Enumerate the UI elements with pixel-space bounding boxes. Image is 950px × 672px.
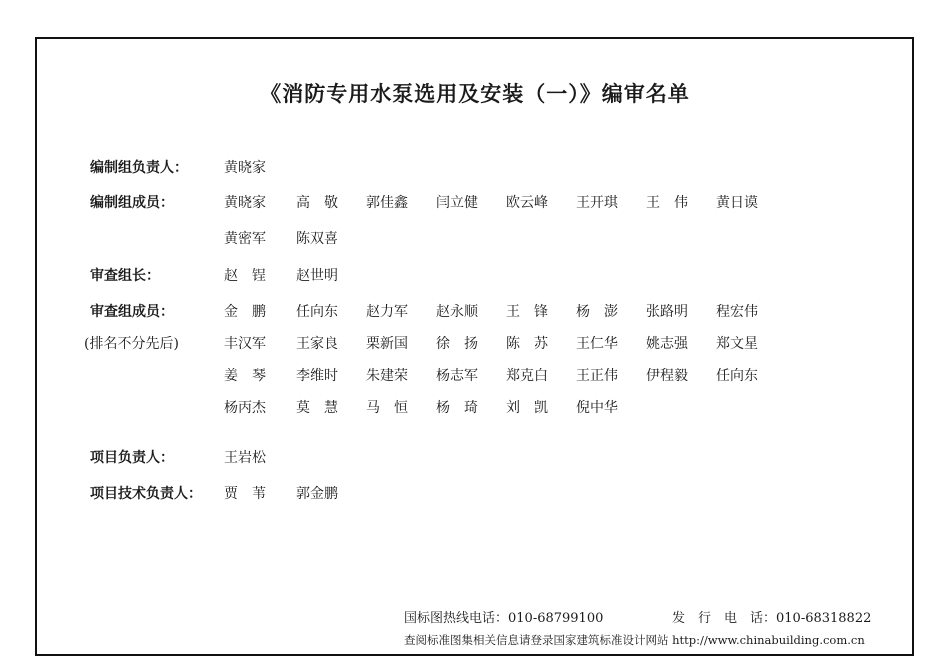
person-name: 黄密军 [224, 231, 266, 247]
project-lead-label: 项目负责人： [90, 450, 174, 466]
person-name: 陈 苏 [506, 336, 548, 352]
person-name: 郑克白 [506, 368, 548, 384]
person-name: 郑文星 [716, 336, 758, 352]
person-name: 金 鹏 [224, 304, 266, 320]
person-name: 姜 琴 [224, 368, 266, 384]
person-name: 赵力军 [366, 304, 408, 320]
review-members-note: (排名不分先后) [84, 336, 179, 352]
person-name: 杨志军 [436, 368, 478, 384]
person-name: 李维时 [296, 368, 338, 384]
person-name: 王 锋 [506, 304, 548, 320]
person-name: 杨 澎 [576, 304, 618, 320]
person-name: 欧云峰 [506, 195, 548, 211]
person-name: 杨 琦 [436, 400, 478, 416]
person-name: 杨丙杰 [224, 400, 266, 416]
person-name: 高 敬 [296, 195, 338, 211]
person-name: 黄日谟 [716, 195, 758, 211]
person-name: 王 伟 [646, 195, 688, 211]
person-name: 赵永顺 [436, 304, 478, 320]
person-name: 任向东 [716, 368, 758, 384]
person-name: 伊程毅 [646, 368, 688, 384]
person-name: 姚志强 [646, 336, 688, 352]
compile-lead-name: 黄晓家 [224, 160, 266, 176]
person-name: 倪中华 [576, 400, 618, 416]
person-name: 黄晓家 [224, 195, 266, 211]
person-name: 郭佳鑫 [366, 195, 408, 211]
person-name: 王家良 [296, 336, 338, 352]
website-note: 查阅标准图集相关信息请登录国家建筑标准设计网站 http://www.chinabuilding.com.cn [404, 633, 865, 647]
person-name: 程宏伟 [716, 304, 758, 320]
compile-members-label: 编制组成员： [90, 195, 174, 211]
review-lead-label: 审查组长： [90, 268, 160, 284]
person-name: 朱建荣 [366, 368, 408, 384]
project-lead-name: 王岩松 [224, 450, 266, 466]
person-name: 张路明 [646, 304, 688, 320]
person-name: 王开琪 [576, 195, 618, 211]
person-name: 徐 扬 [436, 336, 478, 352]
person-name: 栗新国 [366, 336, 408, 352]
person-name: 丰汉军 [224, 336, 266, 352]
person-name: 赵世明 [296, 268, 338, 284]
review-members-label: 审查组成员： [90, 304, 174, 320]
person-name: 赵 锃 [224, 268, 266, 284]
person-name: 任向东 [296, 304, 338, 320]
tech-lead-label: 项目技术负责人： [90, 486, 202, 502]
person-name: 莫 慧 [296, 400, 338, 416]
person-name: 陈双喜 [296, 231, 338, 247]
person-name: 闫立健 [436, 195, 478, 211]
person-name: 郭金鹏 [296, 486, 338, 502]
compile-lead-label: 编制组负责人： [90, 160, 188, 176]
person-name: 王正伟 [576, 368, 618, 384]
person-name: 贾 苇 [224, 486, 266, 502]
person-name: 马 恒 [366, 400, 408, 416]
person-name: 王仁华 [576, 336, 618, 352]
person-name: 刘 凯 [506, 400, 548, 416]
issue-phone-text: 发 行 电 话：010-68318822 [672, 611, 872, 626]
page-title: 《消防专用水泵选用及安装（一）》编审名单 [260, 82, 690, 106]
hotline-text: 国标图热线电话：010-68799100 [404, 611, 604, 626]
